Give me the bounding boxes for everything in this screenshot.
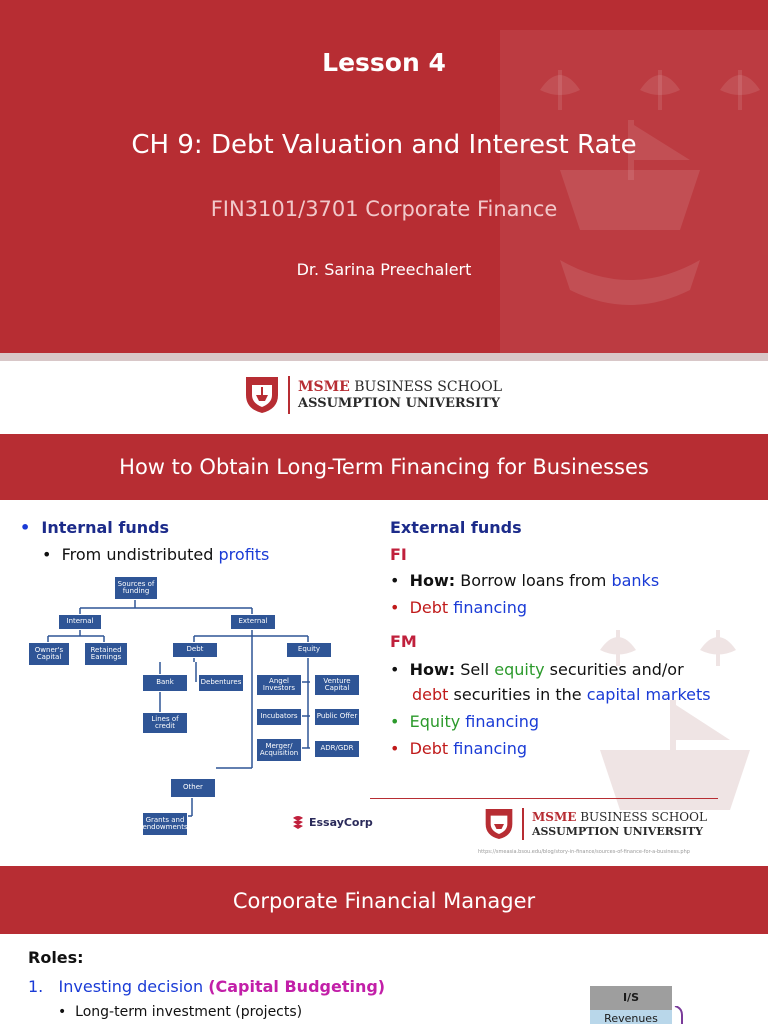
item1-text: Investing decision <box>58 977 204 996</box>
fm-how-text1: Sell <box>460 660 490 679</box>
node-owners-capital: Owner's Capital <box>28 642 70 666</box>
node-public-offer: Public Offer <box>314 708 360 726</box>
fm-debt-item: • Debt financing <box>390 739 527 758</box>
fm-equity-item: • Equity financing <box>390 712 539 731</box>
title-slide <box>0 0 768 353</box>
node-debt: Debt <box>172 642 218 658</box>
school-names-small <box>532 810 707 838</box>
node-adr-gdr: ADR/GDR <box>314 740 360 758</box>
node-lines-of-credit: Lines of credit <box>142 712 188 734</box>
fm-how-text3: securities in the <box>453 685 582 704</box>
fi-debt-text: Debt <box>409 598 449 617</box>
funding-sources-chart <box>20 572 365 840</box>
fm-equity-text: Equity <box>409 712 461 731</box>
long-term-investment-item: • Long-term investment (projects) <box>58 1004 303 1020</box>
node-bank: Bank <box>142 674 188 692</box>
fi-financing-text: financing <box>453 598 527 617</box>
msme-logo <box>244 375 502 415</box>
brace-icon <box>674 1006 684 1024</box>
fm-how-bold: How: <box>409 660 456 679</box>
investing-decision-item <box>28 977 385 996</box>
essaycorp-label: EssayCorp <box>309 815 373 829</box>
item1-number: 1. <box>28 977 44 996</box>
shield-icon <box>244 375 280 415</box>
financing-slide <box>0 434 768 866</box>
fm-equity-financing: financing <box>465 712 539 731</box>
fi-label: FI <box>390 545 407 564</box>
equity-text: equity <box>494 660 545 679</box>
course-name: FIN3101/3701 Corporate Finance <box>210 197 558 221</box>
node-incubators: Incubators <box>256 708 302 726</box>
chart-connectors <box>20 572 365 840</box>
internal-funds-label: Internal funds <box>41 518 170 537</box>
slide2-rule <box>370 798 718 799</box>
source-url: https://smeasia.bsou.edu/blog/story-in-finance/sources-of-finance-for-a-business.php <box>478 849 690 855</box>
business-school-label-small: BUSINESS SCHOOL <box>580 810 707 825</box>
msme-label: MSME <box>298 378 350 395</box>
fm-how-text2: securities and/or <box>549 660 684 679</box>
capital-markets-text: capital markets <box>586 685 711 704</box>
essaycorp-icon <box>290 814 306 830</box>
node-external: External <box>230 614 276 630</box>
logo-band <box>0 361 768 434</box>
is-revenues: Revenues <box>590 1010 672 1024</box>
node-sources: Sources of funding <box>114 576 158 600</box>
fm-label: FM <box>390 632 417 651</box>
item1-sub-text: Long-term investment (projects) <box>75 1004 303 1020</box>
debt-text: debt <box>412 685 449 704</box>
crest-watermark <box>500 30 768 353</box>
fi-how-item: • How: Borrow loans from banks <box>390 571 660 590</box>
fi-debt-item: • Debt financing <box>390 598 527 617</box>
slide-title: CH 9: Debt Valuation and Interest Rate <box>131 130 637 160</box>
fi-how-text: Borrow loans from <box>460 571 607 590</box>
internal-sub-text: From undistributed <box>61 545 214 564</box>
fm-how-item-line2 <box>412 685 711 704</box>
node-retained-earnings: Retained Earnings <box>84 642 128 666</box>
fm-how-item: • How: Sell equity securities and/or <box>390 660 684 679</box>
internal-funds-item: • Internal funds <box>20 518 170 537</box>
slide3-header: Corporate Financial Manager <box>0 866 768 934</box>
financial-manager-slide <box>0 866 768 1024</box>
logo-separator <box>288 376 290 414</box>
shield-icon-small <box>484 807 514 841</box>
node-equity: Equity <box>286 642 332 658</box>
node-grants: Grants and endowments <box>142 812 188 836</box>
msme-logo-small <box>484 807 707 841</box>
profits-text: profits <box>218 545 270 564</box>
roles-label: Roles: <box>28 948 84 967</box>
node-venture-capital: Venture Capital <box>314 674 360 696</box>
node-internal: Internal <box>58 614 102 630</box>
node-angel-investors: Angel Investors <box>256 674 302 696</box>
node-debentures: Debentures <box>198 674 244 692</box>
fm-debt-text: Debt <box>409 739 449 758</box>
fi-how-bold: How: <box>409 571 456 590</box>
business-school-label: BUSINESS SCHOOL <box>354 378 503 395</box>
essaycorp-logo <box>290 814 373 830</box>
banks-text: banks <box>611 571 660 590</box>
slide2-header: How to Obtain Long-Term Financing for Businesses <box>0 434 768 500</box>
income-statement-box <box>590 986 672 1024</box>
fm-debt-financing: financing <box>453 739 527 758</box>
university-label-small: ASSUMPTION UNIVERSITY <box>532 824 703 838</box>
author-name: Dr. Sarina Preechalert <box>296 260 472 279</box>
capital-budgeting-text: (Capital Budgeting) <box>208 977 386 996</box>
slide-divider <box>0 353 768 361</box>
node-merger-acquisition: Merger/ Acquisition <box>256 738 302 762</box>
lesson-number: Lesson 4 <box>322 48 446 77</box>
internal-funds-sub: • From undistributed profits <box>42 545 270 564</box>
node-other: Other <box>170 778 216 798</box>
logo-separator-small <box>522 808 524 840</box>
external-funds-label: External funds <box>390 518 522 537</box>
university-label: ASSUMPTION UNIVERSITY <box>298 395 501 411</box>
msme-label-small: MSME <box>532 810 577 825</box>
is-header: I/S <box>590 986 672 1010</box>
school-names <box>298 379 502 411</box>
